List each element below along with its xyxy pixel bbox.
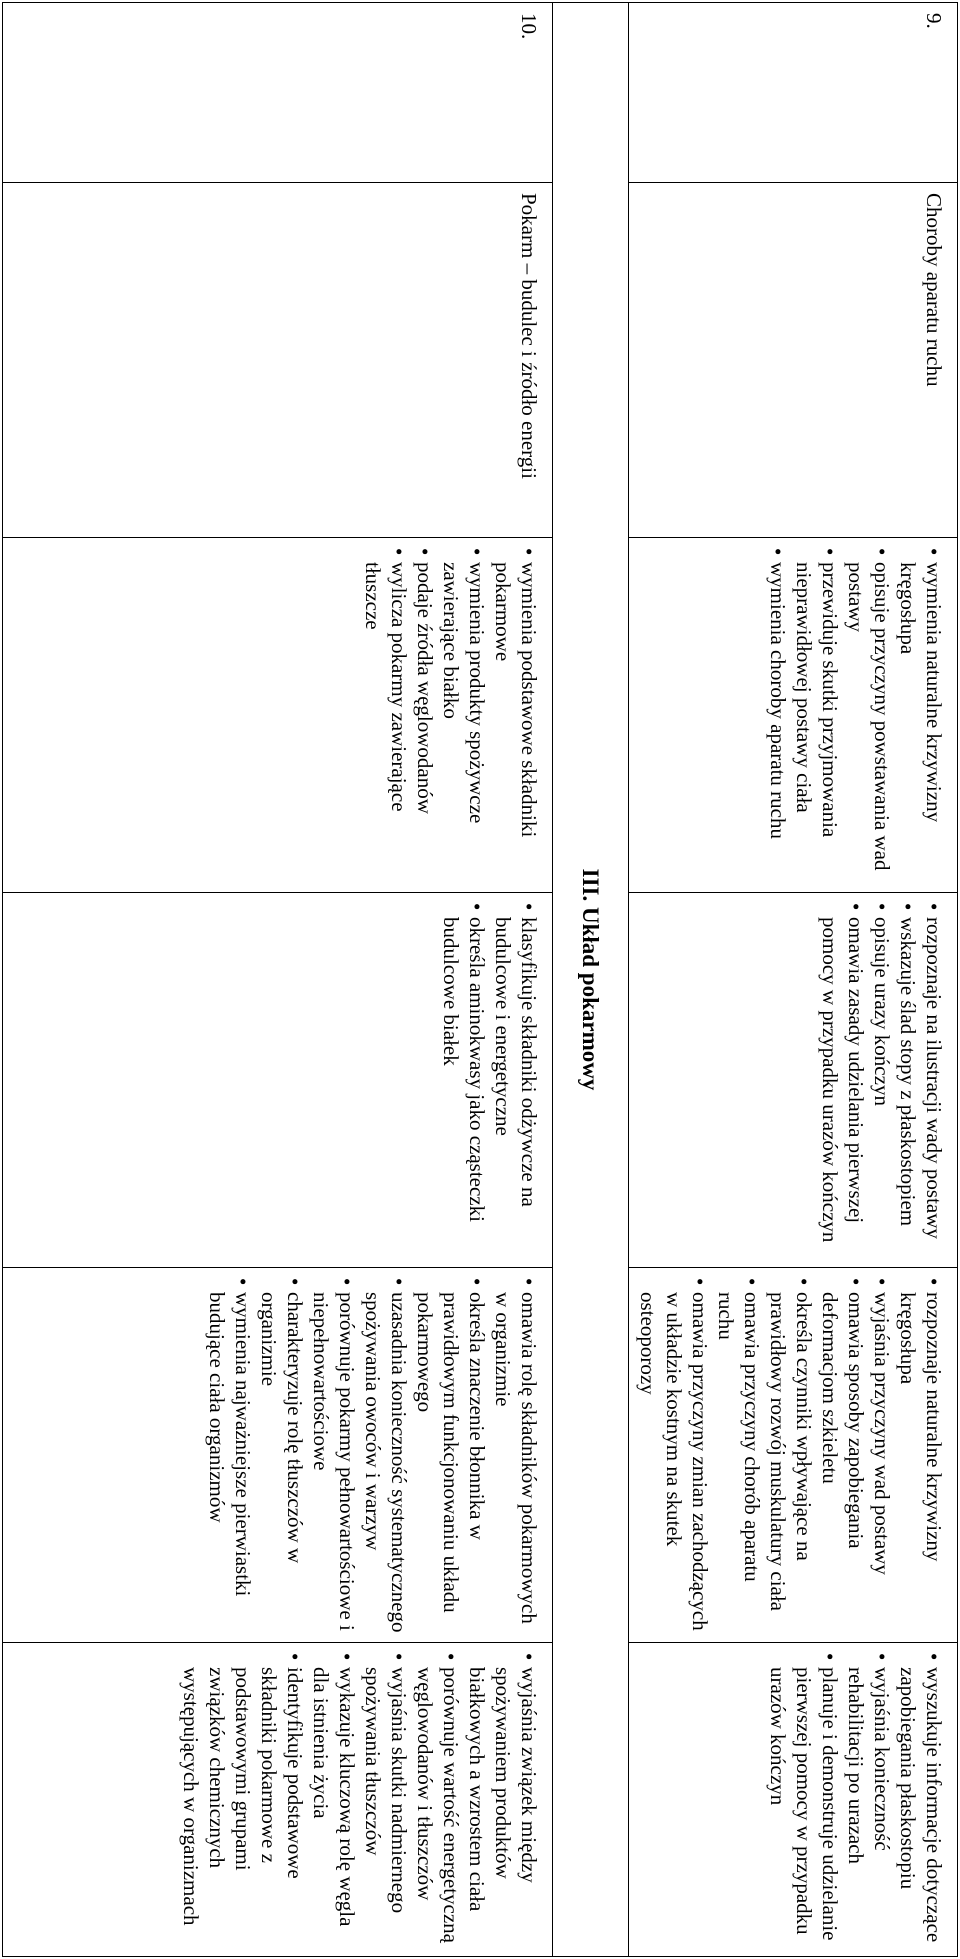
list-item: • przewiduje skutki przyjmowania nieprawidłowej postawy ciała <box>791 546 843 884</box>
requirements-cell <box>3 893 553 1268</box>
requirements-cell <box>3 538 553 893</box>
requirements-table <box>2 2 958 1957</box>
table-row <box>3 3 553 1957</box>
table-row <box>553 3 629 1957</box>
list-item: • rozpoznaje na ilustracji wady postawy <box>921 901 947 1259</box>
topic-cell: Choroby aparatu ruchu <box>629 183 958 538</box>
list-item: • omawia przyczyny chorób aparatu ruchu <box>713 1276 765 1634</box>
table-row <box>629 3 958 1957</box>
list-item: • omawia przyczyny zmian zachodzących w układzie kostnym na skutek osteoporozy <box>635 1276 713 1634</box>
list-item: • rozpoznaje naturalne krzywizny kręgosłupa <box>895 1276 947 1634</box>
list-item: • wymienia najważniejsze pierwiastki budujące ciała organizmów <box>204 1276 256 1634</box>
list-item: • wymienia produkty spożywcze zawierające białko <box>438 546 490 884</box>
requirements-cell <box>629 538 958 893</box>
requirements-cell <box>3 1268 553 1643</box>
list-item: • charakteryzuje rolę tłuszczów w organizmie <box>256 1276 308 1634</box>
list-item: • wymienia choroby aparatu ruchu <box>765 546 791 884</box>
list-item: • identyfikuje podstawowe składniki pokarmowe z podstawowymi grupami związków chemicznych występujących w organizmach <box>178 1651 308 1948</box>
list-item: • omawia sposoby zapobiegania deformacjom szkieletu <box>817 1276 869 1634</box>
list-item: • wyszukuje informacje dotyczące zapobiegania płaskostopiu <box>895 1651 947 1948</box>
list-item: • wylicza pokarmy zawierające tłuszcze <box>360 546 412 884</box>
topic-cell: Pokarm – budulec i źródło energii <box>3 183 553 538</box>
list-item: • porównuje pokarmy pełnowartościowe i niepełnowartościowe <box>308 1276 360 1634</box>
list-item: • porównuje wartość energetyczną węglowodanów i tłuszczów <box>412 1651 464 1948</box>
section-header: III. Układ pokarmowy <box>553 3 629 1957</box>
number-cell: 10. <box>3 3 553 183</box>
list-item: • planuje i demonstruje udzielanie pierwszej pomocy w przypadku urazów kończyn <box>765 1651 843 1948</box>
list-item: • wyjaśnia przyczyny wad postawy <box>869 1276 895 1634</box>
number-cell: 9. <box>629 3 958 183</box>
requirements-cell <box>629 1643 958 1957</box>
list-item: • określa aminokwasy jako cząsteczki budulcowe białek <box>438 901 490 1259</box>
list-item: • określa znaczenie błonnika w prawidłowym funkcjonowaniu układu pokarmowego <box>412 1276 490 1634</box>
list-item: • omawia rolę składników pokarmowych w organizmie <box>490 1276 542 1634</box>
list-item: • określa czynniki wpływające na prawidłowy rozwój muskulatury ciała <box>765 1276 817 1634</box>
list-item: • wykazuje kluczową rolę węgla dla istnienia życia <box>308 1651 360 1948</box>
list-item: • wymienia naturalne krzywizny kręgosłupa <box>895 546 947 884</box>
list-item: • opisuje przyczyny powstawania wad postawy <box>843 546 895 884</box>
list-item: • wymienia podstawowe składniki pokarmowe <box>490 546 542 884</box>
list-item: • wyjaśnia konieczność rehabilitacji po urazach <box>843 1651 895 1948</box>
list-item: • klasyfikuje składniki odżywcze na budulcowe i energetyczne <box>490 901 542 1259</box>
list-item: • wskazuje ślad stopy z płaskostopiem <box>895 901 921 1259</box>
list-item: • wyjaśnia skutki nadmiernego spożywania tłuszczów <box>360 1651 412 1948</box>
requirements-cell <box>629 893 958 1268</box>
list-item: • wyjaśnia związek między spożywaniem produktów białkowych a wzrostem ciała <box>464 1651 542 1948</box>
requirements-cell <box>3 1643 553 1957</box>
list-item: • opisuje urazy kończyn <box>869 901 895 1259</box>
list-item: • uzasadnia konieczność systematycznego spożywania owoców i warzyw <box>360 1276 412 1634</box>
list-item: • podaje źródła węglowodanów <box>412 546 438 884</box>
requirements-cell <box>629 1268 958 1643</box>
list-item: • omawia zasady udzielania pierwszej pomocy w przypadku urazów kończyn <box>817 901 869 1259</box>
